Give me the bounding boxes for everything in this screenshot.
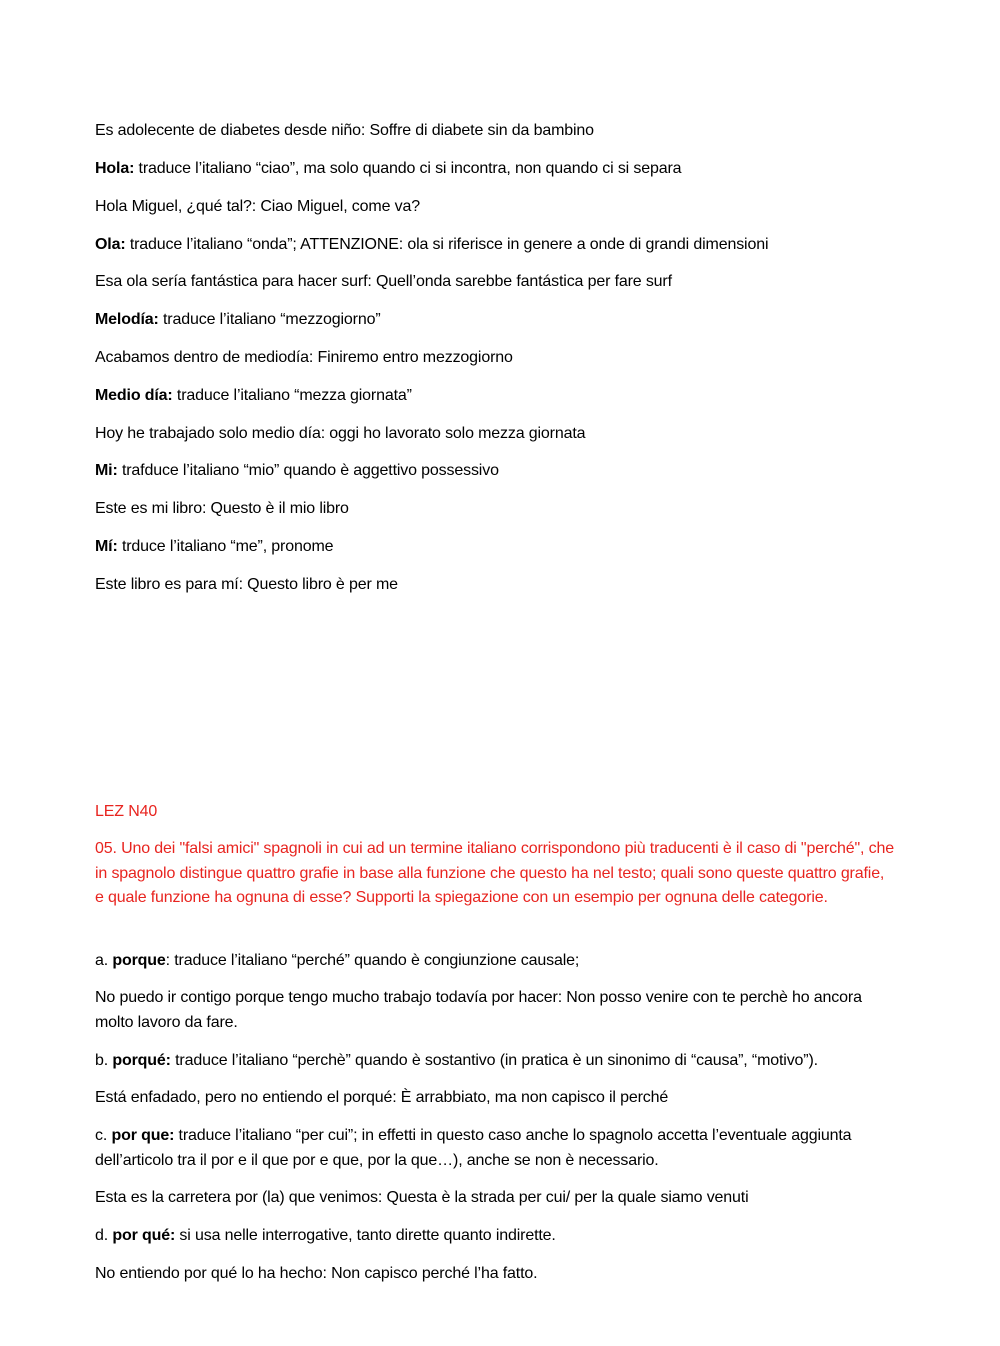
vocab-line-3: Hola Miguel, ¿qué tal?: Ciao Miguel, come va? (95, 198, 420, 215)
vocab-line-1: Es adolecente de diabetes desde niño: Soffre di diabete sin da bambino (95, 122, 594, 139)
lesson-question: 05. Uno dei "falsi amici" spagnoli in cui ad un termine italiano corrispondono più traducenti è il caso di "perché", che in spagnolo distingue quattro grafie in base alla funzione che questo ha nel testo; quali sono queste quattro grafie, e quale funzione ha ognuna di esse? Supporti la spiegazione con un esempio per ognuna delle categorie. (95, 840, 894, 906)
vocab-line-12: Mí: trduce l’italiano “me”, pronome (95, 538, 334, 555)
vocab-line-4: Ola: traduce l’italiano “onda”; ATTENZIONE: ola si riferisce in genere a onde di grandi dimensioni (95, 236, 769, 253)
answer-a: a. porque: traduce l’italiano “perché” quando è congiunzione causale; (95, 952, 580, 969)
example-b: Está enfadado, pero no entiendo el porqué: È arrabbiato, ma non capisco il perché (95, 1089, 669, 1106)
vocab-line-11: Este es mi libro: Questo è il mio libro (95, 500, 349, 517)
vocab-line-7: Acabamos dentro de mediodía: Finiremo entro mezzogiorno (95, 349, 513, 366)
answer-b: b. porqué: traduce l’italiano “perchè” quando è sostantivo (in pratica è un sinonimo di “causa”, “motivo”). (95, 1052, 818, 1069)
vocab-line-8: Medio día: traduce l’italiano “mezza giornata” (95, 387, 412, 404)
answer-c: c. por que: traduce l’italiano “per cui”; in effetti in questo caso anche lo spagnolo accetta l’eventuale aggiunta dell’articolo tra il por e il que por e que, por la que…), anche se non è necessario. (95, 1127, 852, 1169)
vocab-line-5: Esa ola sería fantástica para hacer surf: Quell’onda sarebbe fantástica per fare surf (95, 273, 672, 290)
vocab-line-6: Melodía: traduce l’italiano “mezzogiorno” (95, 311, 381, 328)
vocab-line-2: Hola: traduce l’italiano “ciao”, ma solo quando ci si incontra, non quando ci si separa (95, 160, 682, 177)
vocab-line-13: Este libro es para mí: Questo libro è per me (95, 576, 398, 593)
example-a: No puedo ir contigo porque tengo mucho trabajo todavía por hacer: Non posso venire con te perchè ho ancora molto lavoro da fare. (95, 989, 862, 1031)
vocab-line-10: Mi: trafduce l’italiano “mio” quando è aggettivo possessivo (95, 462, 499, 479)
answer-d: d. por qué: si usa nelle interrogative, tanto dirette quanto indirette. (95, 1227, 556, 1244)
example-d: No entiendo por qué lo ha hecho: Non capisco perché l’ha fatto. (95, 1265, 538, 1282)
vocab-line-9: Hoy he trabajado solo medio día: oggi ho lavorato solo mezza giornata (95, 425, 586, 442)
example-c: Esta es la carretera por (la) que venimos: Questa è la strada per cui/ per la quale siamo venuti (95, 1189, 749, 1206)
lesson-heading: LEZ N40 (95, 803, 158, 820)
